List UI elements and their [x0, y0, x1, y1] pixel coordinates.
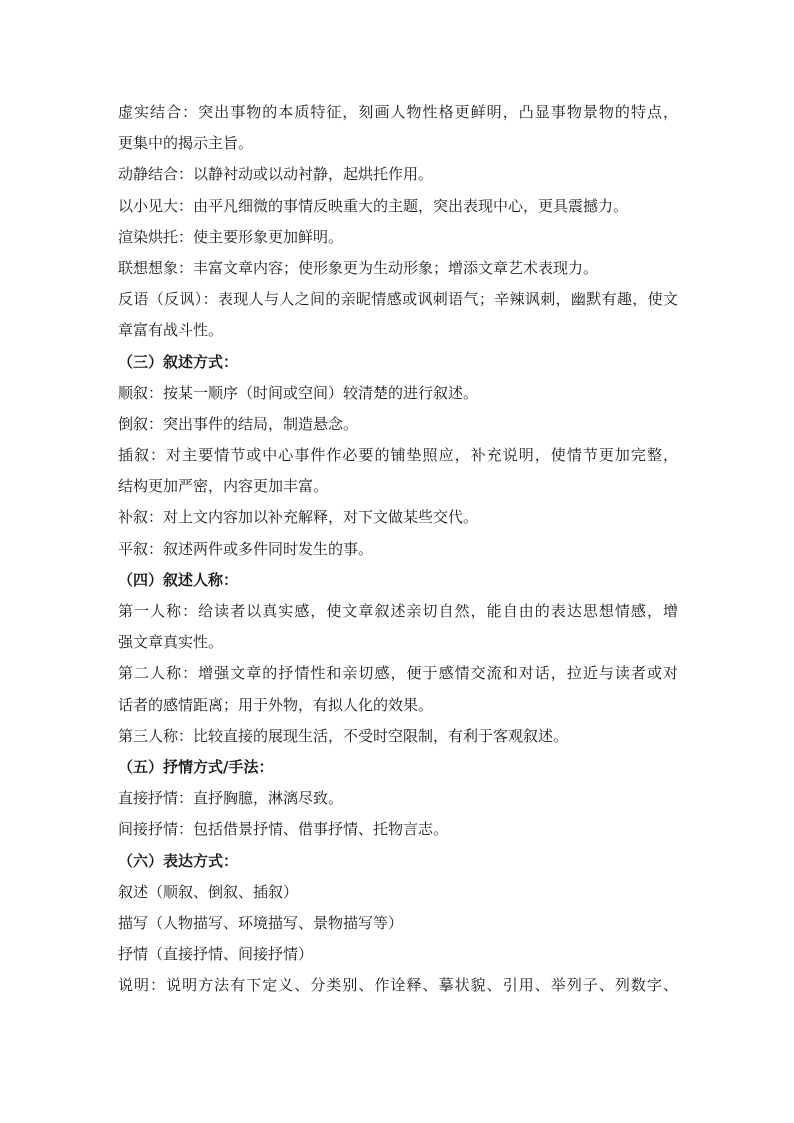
paragraph-line: 间接抒情：包括借景抒情、借事抒情、托物言志。: [118, 820, 449, 839]
document-body: [118, 97, 678, 1001]
paragraph-line: 叙述（顺叙、倒叙、插叙）: [118, 882, 299, 901]
section-heading: （五）抒情方式/手法：: [118, 757, 274, 776]
paragraph-line: 平叙：叙述两件或多件同时发生的事。: [118, 539, 374, 558]
paragraph-line: 动静结合：以静衬动或以动衬静，起烘托作用。: [118, 165, 434, 184]
paragraph-line: 抒情（直接抒情、间接抒情）: [118, 945, 314, 964]
paragraph-line: 章富有战斗性。: [118, 321, 224, 340]
paragraph-line: 描写（人物描写、环境描写、景物描写等）: [118, 913, 404, 932]
paragraph-line: 联想想象：丰富文章内容；使形象更为生动形象；增添文章艺术表现力。: [118, 258, 599, 277]
paragraph-line: 反语（反讽）：表现人与人之间的亲昵情感或讽刺语气；辛辣讽刺，幽默有趣，使文: [118, 290, 678, 309]
paragraph-line: 话者的感情距离；用于外物，有拟人化的效果。: [118, 695, 434, 714]
paragraph-line: 第二人称：增强文章的抒情性和亲切感，便于感情交流和对话，拉近与读者或对: [118, 664, 678, 683]
paragraph-line: 补叙：对上文内容加以补充解释，对下文做某些交代。: [118, 508, 479, 527]
paragraph-line: 倒叙：突出事件的结局，制造悬念。: [118, 414, 359, 433]
paragraph-line: 强文章真实性。: [118, 633, 224, 652]
paragraph-line: 以小见大：由平凡细微的事情反映重大的主题，突出表现中心，更具震撼力。: [118, 196, 629, 215]
section-heading: （六）表达方式：: [118, 851, 239, 870]
paragraph-line: 直接抒情：直抒胸臆，淋漓尽致。: [118, 789, 344, 808]
paragraph-line: 渲染烘托：使主要形象更加鲜明。: [118, 227, 344, 246]
paragraph-line: 第一人称：给读者以真实感，使文章叙述亲切自然，能自由的表达思想情感，增: [118, 602, 678, 620]
section-heading: （四）叙述人称：: [118, 570, 239, 589]
paragraph-line: 说明：说明方法有下定义、分类别、作诠释、摹状貌、引用、举列子、列数字、: [118, 976, 678, 995]
paragraph-line: 虚实结合：突出事物的本质特征，刻画人物性格更鲜明，凸显事物景物的特点，: [118, 103, 678, 121]
paragraph-line: 插叙：对主要情节或中心事件作必要的铺垫照应，补充说明，使情节更加完整，: [118, 446, 678, 465]
paragraph-line: 第三人称：比较直接的展现生活，不受时空限制，有利于客观叙述。: [118, 726, 569, 745]
paragraph-line: 更集中的揭示主旨。: [118, 134, 254, 153]
section-heading: （三）叙述方式：: [118, 352, 239, 371]
paragraph-line: 顺叙：按某一顺序（时间或空间）较清楚的进行叙述。: [118, 383, 479, 402]
paragraph-line: 结构更加严密，内容更加丰富。: [118, 477, 329, 496]
